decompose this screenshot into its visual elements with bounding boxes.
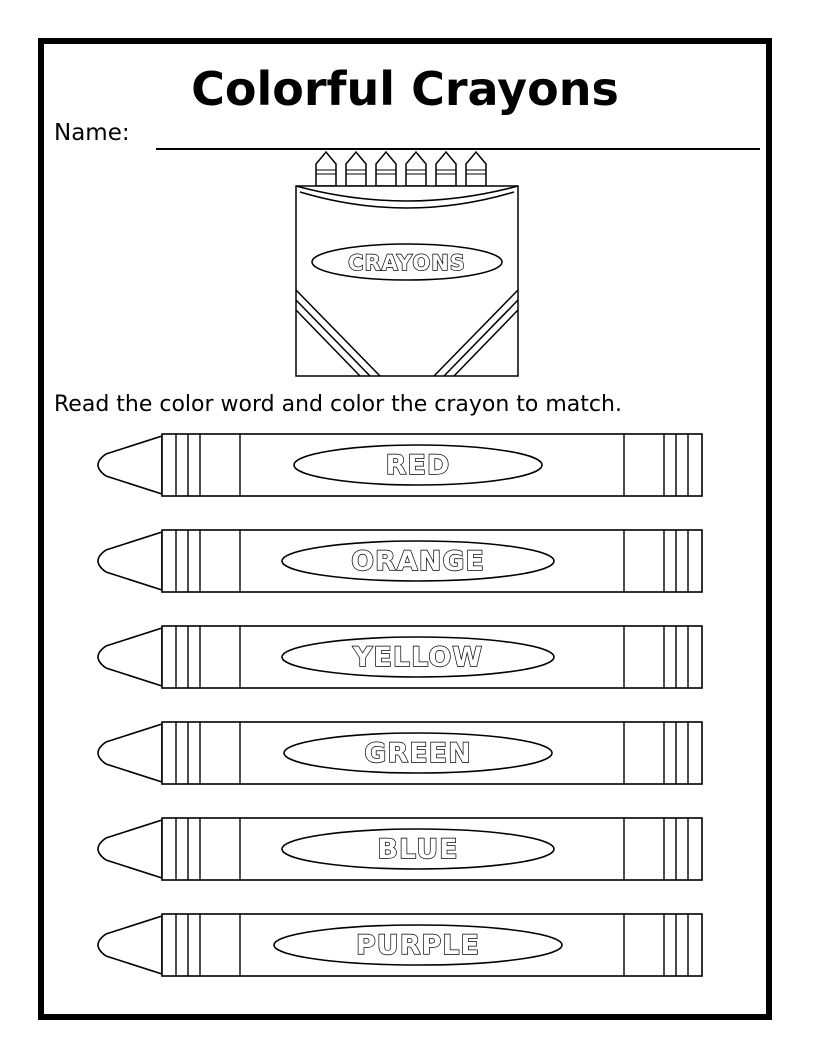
crayon-purple[interactable] xyxy=(88,910,710,980)
crayon-orange[interactable] xyxy=(88,526,710,596)
crayon-blue[interactable] xyxy=(88,814,710,884)
box-crayon-tips xyxy=(316,152,486,186)
crayon-word: GREEN xyxy=(364,738,472,769)
crayon-tip xyxy=(98,724,162,782)
instruction-text: Read the color word and color the crayon to match. xyxy=(54,392,622,417)
crayon-tip xyxy=(98,436,162,494)
crayon-green[interactable] xyxy=(88,718,710,788)
crayon-tip xyxy=(98,532,162,590)
crayon-tip xyxy=(98,916,162,974)
crayon-word: YELLOW xyxy=(352,642,484,673)
page-title: Colorful Crayons xyxy=(191,62,619,116)
crayon-red[interactable] xyxy=(88,430,710,500)
name-label: Name: xyxy=(54,120,130,146)
crayon-box-label: CRAYONS xyxy=(348,251,466,275)
crayon-word: BLUE xyxy=(377,834,459,865)
crayon-word: ORANGE xyxy=(351,546,485,577)
crayon-tip xyxy=(98,820,162,878)
crayon-tip xyxy=(98,628,162,686)
crayon-box-body xyxy=(296,186,518,376)
crayon-word: RED xyxy=(385,450,451,481)
crayon-word: PURPLE xyxy=(356,930,480,961)
crayon-box-illustration xyxy=(290,150,530,380)
worksheet-frame xyxy=(38,38,772,1020)
crayon-yellow[interactable] xyxy=(88,622,710,692)
